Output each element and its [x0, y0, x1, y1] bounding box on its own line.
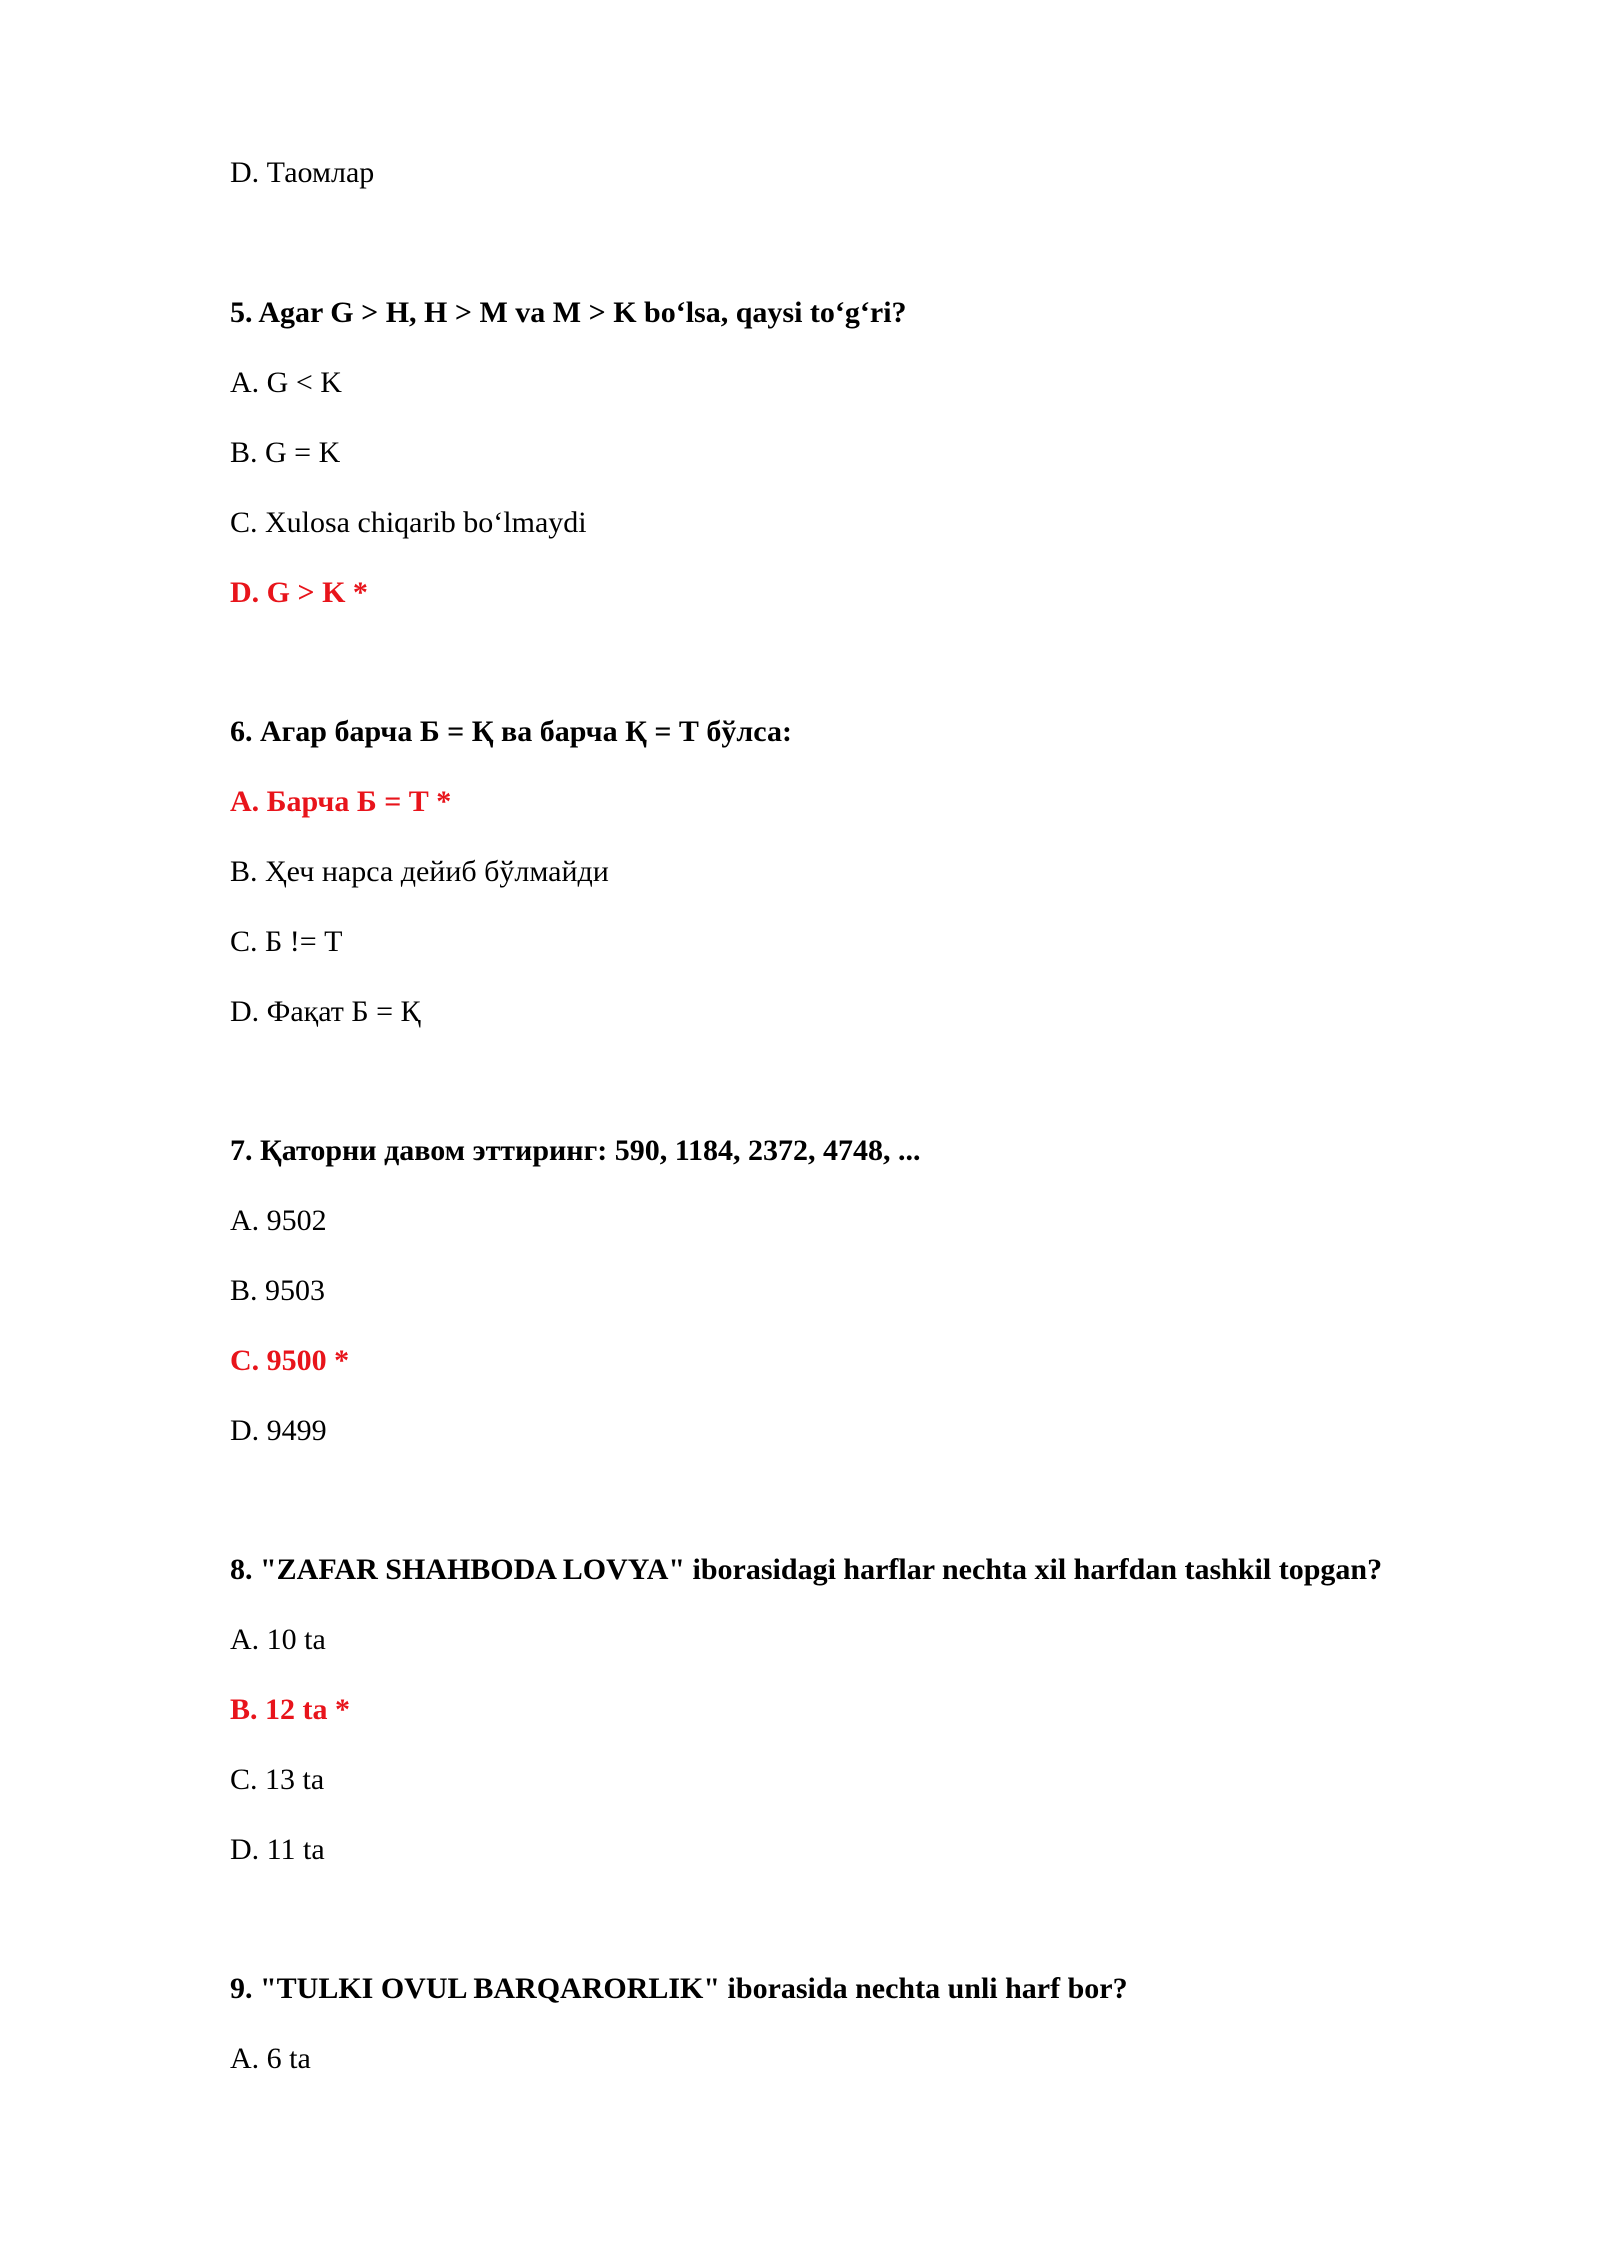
answer-option: A. 6 ta	[230, 2042, 311, 2075]
answer-option: D. Таомлар	[230, 156, 375, 189]
answer-option: B. G = K	[230, 436, 341, 469]
question-text: 5. Agar G > H, H > M va M > K bo‘lsa, qaysi to‘g‘ri?	[230, 296, 907, 329]
answer-option: D. Фақат Б = Қ	[230, 995, 421, 1028]
question-text: 6. Агар барча Б = Қ ва барча Қ = Т бўлса:	[230, 715, 792, 748]
answer-option: C. 13 ta	[230, 1763, 325, 1796]
answer-option: A. G < K	[230, 366, 342, 399]
question-text: 7. Қаторни давом эттиринг: 590, 1184, 2372, 4748, ...	[230, 1134, 921, 1167]
answer-option: D. 11 ta	[230, 1833, 325, 1866]
correct-answer-option: A. Барча Б = Т *	[230, 785, 452, 818]
correct-answer-option: D. G > K *	[230, 576, 368, 609]
answer-option: C. Б != Т	[230, 925, 343, 958]
correct-answer-option: C. 9500 *	[230, 1344, 350, 1377]
question-text: 9. "TULKI OVUL BARQARORLIK" iborasida nechta unli harf bor?	[230, 1972, 1128, 2005]
answer-option: A. 10 ta	[230, 1623, 326, 1656]
answer-option: C. Xulosa chiqarib bo‘lmaydi	[230, 506, 587, 539]
correct-answer-option: B. 12 ta *	[230, 1693, 350, 1726]
answer-option: B. 9503	[230, 1274, 326, 1307]
answer-option: A. 9502	[230, 1204, 327, 1237]
question-text: 8. "ZAFAR SHAHBODA LOVYA" iborasidagi harflar nechta xil harfdan tashkil topgan?	[230, 1553, 1383, 1586]
answer-option: B. Ҳеч нарса дейиб бўлмайди	[230, 855, 609, 888]
answer-option: D. 9499	[230, 1414, 327, 1447]
